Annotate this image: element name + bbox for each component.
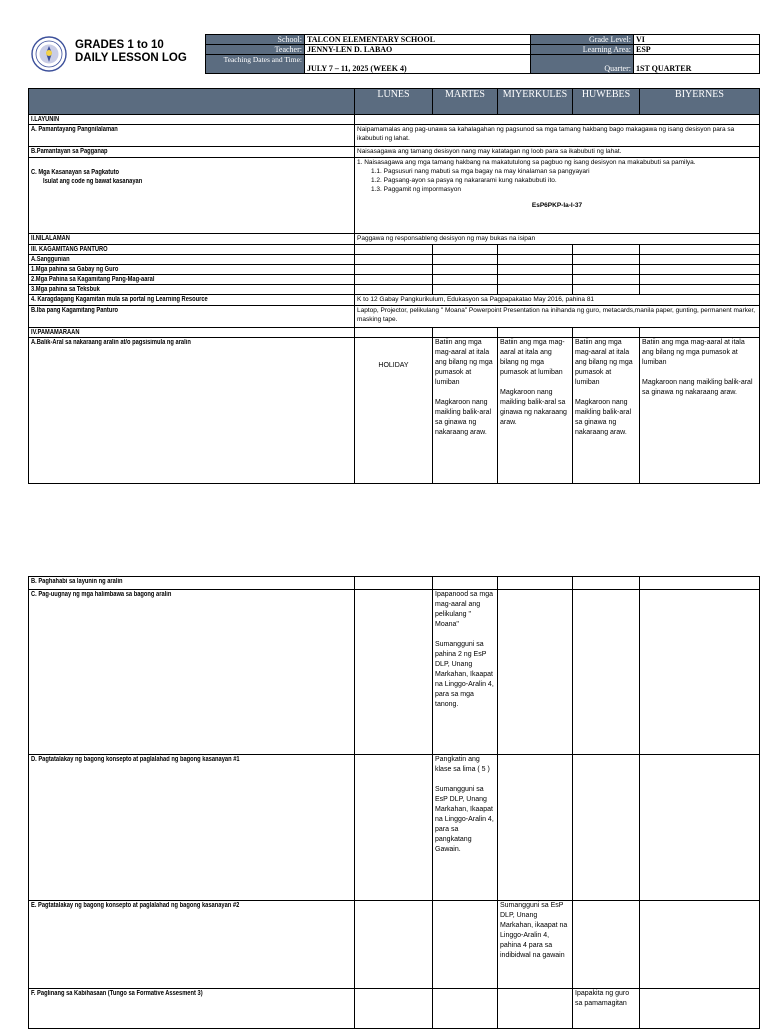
- balik-aral-label: A.Balik-Aral sa nakaraang aralin at/o pagsisimula ng aralin: [31, 339, 191, 346]
- pagtatalakay-1-label: D. Pagtatalakay ng bagong konsepto at paglalahad ng bagong kasanayan #1: [31, 756, 240, 763]
- pag-uugnay-label: C. Pag-uugnay ng mga halimbawa sa bagong aralin: [31, 591, 172, 598]
- day-huwebes: HUWEBES: [573, 89, 640, 115]
- layunin-label: I.LAYUNIN: [31, 116, 60, 123]
- kasanayan-item-1: 1. Naisasagawa ang mga tamang hakbang na makatutulong sa pagbuo ng isang desisyon na makabubuti sa pamilya.: [357, 159, 696, 166]
- deped-seal-icon: [31, 36, 67, 72]
- paglinang-label: F. Paglinang sa Kabihasaan (Tungo sa Formative Assesment 3): [31, 990, 203, 997]
- pagtatalakay-2-label: E. Pagtatalakay ng bagong konsepto at paglalahad ng bagong kasanayan #2: [31, 902, 240, 909]
- teksbuk-label: 3.Mga pahina sa Teksbuk: [31, 286, 100, 293]
- pamantayan-pagganap-text: Naisasagawa ang tamang desisyon nang may katatagan ng loob para sa ikabubuti ng lahat.: [355, 147, 760, 158]
- pamantayang-pangnilalaman-label: A. Pamantayang Pangnilalaman: [31, 126, 118, 133]
- pagtatalakay-2-miyerkules: Sumangguni sa EsP DLP, Unang Markahan, ikaapat na Linggo-Aralin 4, pahina 4 para sa indibidwal na gawain: [498, 901, 573, 989]
- day-miyerkules: MIYERKULES: [498, 89, 573, 115]
- iba-kagamitan-label: B.Iba pang Kagamitang Panturo: [31, 307, 119, 314]
- day-martes: MARTES: [433, 89, 498, 115]
- document-title: GRADES 1 to 10 DAILY LESSON LOG: [75, 39, 187, 64]
- lesson-table-bottom: [28, 576, 760, 1029]
- gabay-guro-label: 1.Mga pahina sa Gabay ng Guro: [31, 266, 119, 273]
- pag-uugnay-martes: Ipapanood sa mga mag-aaral ang pelikulang " Moana" Sumangguni sa pahina 2 ng EsP DLP, Unang Markahan, Ikaapat na Linggo-Aralin 4, para sa mga tanong.: [433, 590, 498, 755]
- header-info-table: [205, 34, 760, 74]
- grade-value: VI: [634, 35, 760, 45]
- learning-resource-label: 4. Karagdagang Kagamitan mula sa portal ng Learning Resource: [31, 296, 208, 303]
- dates-label: Teaching Dates and Time:: [206, 55, 305, 74]
- lesson-table-top: [28, 88, 760, 484]
- balik-aral-biyernes: Batiin ang mga mag-aaral at itala ang bilang ng mga pumasok at lumiban Magkaroon nang maikling balik-aral sa ginawa ng nakaraang araw.: [640, 338, 760, 484]
- quarter-value: 1ST QUARTER: [634, 55, 760, 74]
- pamantayang-pangnilalaman-text: Naipamamalas ang pag-unawa sa kahalagahan ng pagsunod sa mga tamang hakbang bago makagawa ng isang desisyon para sa ikabubuti ng lahat.: [355, 125, 760, 147]
- kasanayan-code: EsP6PKP-Ia-I-37: [531, 202, 583, 209]
- iba-kagamitan-text: Laptop, Projector, pelikulang " Moana" Powerpoint Presentation na inihanda ng guro, metacards,manila paper, gunting, permanent marker, masking tape.: [355, 306, 760, 328]
- area-label: Learning Area:: [531, 45, 634, 55]
- pamamaraan-label: IV.PAMAMARAAN: [31, 329, 80, 336]
- pagtatalakay-1-martes: Pangkatin ang klase sa lima ( 5 ) Sumangguni sa EsP DLP, Unang Markahan, Ikaapat na Linggo-Aralin 4, para sa pangkatang Gawain.: [433, 755, 498, 901]
- header-blank: [29, 89, 355, 115]
- pang-mag-aaral-label: 2.Mga Pahina sa Kagamitang Pang-Mag-aaral: [31, 276, 155, 283]
- school-label: School:: [206, 35, 305, 45]
- teacher-value: JENNY-LEN D. LABAO: [305, 45, 531, 55]
- kasanayan-item-1-2: 1.2. Pagsang-ayon sa pasya ng nakararami kung nakabubuti ito.: [371, 177, 557, 184]
- kasanayan-item-1-1: 1.1. Pagsusuri nang mabuti sa mga bagay na may kinalaman sa pangyayari: [371, 168, 590, 175]
- learning-resource-text: K to 12 Gabay Pangkurikulum, Edukasyon sa Pagpapakatao May 2016, pahina 81: [355, 295, 760, 306]
- lunes-holiday: HOLIDAY: [355, 338, 433, 484]
- kasanayan-item-1-3: 1.3. Paggamit ng impormasyon: [371, 186, 461, 193]
- balik-aral-martes: Batiin ang mga mag-aaral at itala ang bilang ng mga pumasok at lumiban Magkaroon nang maikling balik-aral sa ginawa ng nakaraang araw.: [433, 338, 498, 484]
- day-biyernes: BIYERNES: [640, 89, 760, 115]
- sanggunian-label: A.Sanggunian: [31, 256, 70, 263]
- paglinang-huwebes: Ipapakita ng guro sa pamamagitan: [573, 989, 640, 1029]
- nilalaman-text: Paggawa ng responsableng desisyon ng may bukas na isipan: [355, 234, 760, 245]
- school-value: TALCON ELEMENTARY SCHOOL: [305, 35, 531, 45]
- paghahabi-label: B. Paghahabi sa layunin ng aralin: [31, 578, 123, 585]
- kasanayan-label: C. Mga Kasanayan sa Pagkatuto: [31, 169, 120, 176]
- kasanayan-sublabel: Isulat ang code ng bawat kasanayan: [43, 178, 143, 185]
- grade-label: Grade Level:: [531, 35, 634, 45]
- area-value: ESP: [634, 45, 760, 55]
- balik-aral-huwebes: Batiin ang mga mag-aaral at itala ang bilang ng mga pumasok at lumiban Magkaroon nang maikling balik-aral sa ginawa ng nakaraang araw.: [573, 338, 640, 484]
- nilalaman-label: II.NILALAMAN: [31, 235, 70, 242]
- quarter-label: Quarter:: [531, 55, 634, 74]
- day-lunes: LUNES: [355, 89, 433, 115]
- pamantayan-pagganap-label: B.Pamantayan sa Pagganap: [31, 148, 108, 155]
- balik-aral-miyerkules: Batiin ang mga mag-aaral at itala ang bilang ng mga pumasok at lumiban Magkaroon nang maikling balik-aral sa ginawa ng nakaraang araw.: [498, 338, 573, 484]
- kagamitan-label: III. KAGAMITANG PANTURO: [31, 246, 108, 253]
- teacher-label: Teacher:: [206, 45, 305, 55]
- dates-value: JULY 7 – 11, 2025 (WEEK 4): [305, 55, 531, 74]
